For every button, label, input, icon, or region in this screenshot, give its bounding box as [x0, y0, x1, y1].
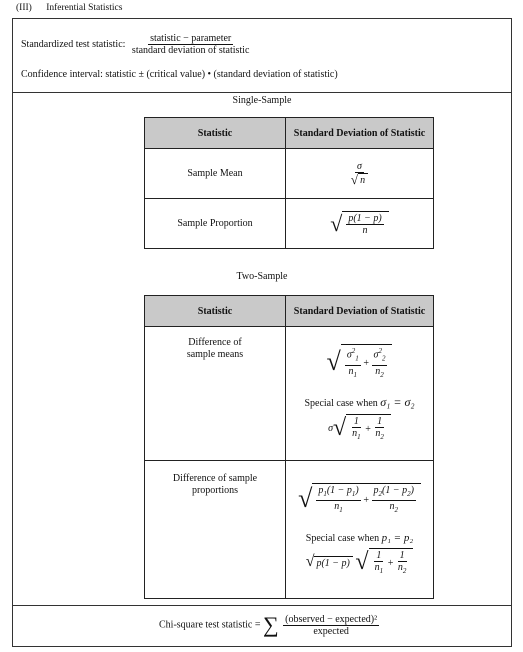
- proportion-numerator: p(1 − p): [348, 213, 382, 224]
- standardized-denominator: standard deviation of statistic: [131, 45, 250, 56]
- table-row: [145, 327, 434, 461]
- two-sample-table: [144, 295, 434, 599]
- sigma-symbol: σ: [357, 161, 362, 172]
- means-sd-formula: √ $\frac{\sigma^2_1}{n_1}$ + $\frac{\sigma^2_2}{n_2}$: [288, 344, 431, 380]
- confidence-interval-line: Confidence interval: statistic ± (critical value) • (standard deviation of statistic): [21, 69, 338, 80]
- section-header: [16, 3, 134, 13]
- two-col-statistic: Statistic: [145, 296, 286, 327]
- single-row2-formula: √ $\frac{p(1 - p)}{n}$: [286, 199, 434, 249]
- section-title: Inferential Statistics: [46, 3, 123, 13]
- single-row1-label: Sample Mean: [145, 149, 286, 199]
- standardized-fraction: [130, 33, 251, 56]
- standardized-label: Standardized test statistic:: [21, 38, 126, 50]
- two-col-sd: Standard Deviation of Statistic: [286, 296, 434, 327]
- single-row2-label: Sample Proportion: [145, 199, 286, 249]
- means-pooled-formula: σ √ $\frac{1}{n_1}$ + $\frac{1}{n_2}$: [288, 414, 431, 443]
- chi-square-numerator: (observed − expected)²: [285, 613, 378, 625]
- two-row2-label: Difference of sample proportions: [145, 461, 286, 599]
- two-sample-title: Two-Sample: [236, 271, 288, 282]
- means-special-case: Special case when σ₁ = σ₂: [304, 394, 415, 409]
- two-row1-formula: [286, 327, 434, 461]
- proportions-pooled-formula: √ p(1 − p) √ $\frac{1}{n_1}$ + $\frac{1}{n_2}$: [288, 548, 431, 577]
- single-col-sd: Standard Deviation of Statistic: [286, 118, 434, 149]
- chi-square-line: [159, 612, 381, 638]
- proportions-special-case: Special case when p₁ = p₂: [305, 531, 414, 544]
- two-row2-formula: [286, 461, 434, 599]
- proportion-denominator: n: [362, 225, 368, 236]
- chi-square-label: Chi-square test statistic =: [159, 619, 261, 631]
- two-row1-label: Difference of sample means: [145, 327, 286, 461]
- single-sample-title: Single-Sample: [232, 95, 292, 106]
- proportions-condition: p₁ = p₂: [381, 531, 414, 544]
- formula-box-top: [12, 18, 512, 93]
- single-row1-formula: σ √ n: [286, 149, 434, 199]
- n-symbol: n: [358, 173, 368, 186]
- chi-square-fraction: [283, 614, 379, 637]
- formula-box-bottom: [12, 605, 512, 647]
- standardized-test-line: [21, 33, 253, 56]
- table-row: [145, 199, 434, 249]
- single-sample-table: [144, 117, 434, 249]
- standardized-numerator: statistic − parameter: [150, 33, 232, 44]
- table-row: [145, 149, 434, 199]
- means-condition: σ₁ = σ₂: [380, 394, 415, 409]
- single-col-statistic: Statistic: [145, 118, 286, 149]
- summation-symbol: ∑: [262, 612, 279, 637]
- formula-box-middle: [12, 92, 512, 606]
- chi-square-denominator: expected: [313, 625, 349, 637]
- table-row: [145, 461, 434, 599]
- section-numeral: (III): [16, 3, 32, 13]
- proportions-sd-formula: √ $\frac{p_1(1 - p_1)}{n_1}$ + $\frac{p_2(1 - p_2)}{n_2}$: [288, 483, 431, 516]
